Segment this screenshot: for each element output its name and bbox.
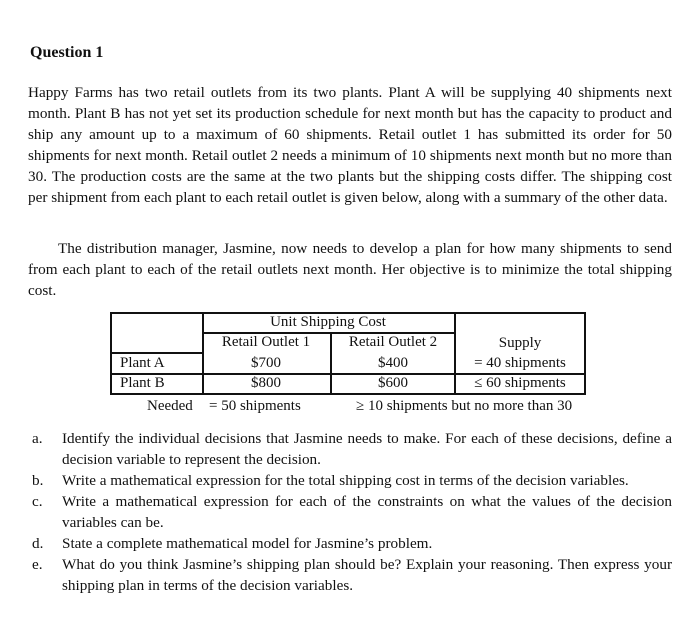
plant-a-label: Plant A bbox=[120, 355, 165, 371]
task-letter: b. bbox=[32, 472, 44, 489]
shipping-cost-table bbox=[110, 312, 586, 394]
needed-outlet-1: = 50 shipments bbox=[209, 398, 301, 414]
plant-b-outlet-2-cost: $600 bbox=[378, 375, 408, 391]
needed-label: Needed bbox=[147, 398, 193, 414]
task-list bbox=[28, 428, 672, 596]
plant-b-supply: ≤ 60 shipments bbox=[474, 375, 566, 391]
plant-a-outlet-2-cost: $400 bbox=[378, 355, 408, 371]
problem-paragraph-1: Happy Farms has two retail outlets from its two plants. Plant A will be supplying 40 shipments next month. Plant B has not yet set its production schedule for next month but has the capacity to product and ship any amount up to a maximum of 60 shipments. Retail outlet 1 has submitted its order for 50 shipments for next month. Retail outlet 2 needs a minimum of 10 shipments next month but no more than 30. The production costs are the same at the two plants but the shipping costs differ. The shipping cost per shipment from each plant to each retail outlet is given below, along with a summary of the other data. bbox=[28, 84, 672, 206]
task-item bbox=[28, 554, 672, 596]
supply-header: Supply bbox=[498, 335, 542, 351]
plant-b-outlet-1-cost: $800 bbox=[251, 375, 281, 391]
problem-paragraph-2: The distribution manager, Jasmine, now needs to develop a plan for how many shipments to send from each plant to each of the retail outlets next month. Her objective is to minimize the total shipping cost. bbox=[28, 240, 672, 299]
retail-outlet-1-header: Retail Outlet 1 bbox=[221, 334, 311, 350]
task-item bbox=[28, 533, 672, 554]
plant-b-label: Plant B bbox=[120, 375, 165, 391]
task-text: What do you think Jasmine’s shipping plan should be? Explain your reasoning. Then express your shipping plan in terms of the decision variables. bbox=[62, 556, 672, 594]
task-letter: d. bbox=[32, 535, 44, 552]
plant-a-outlet-1-cost: $700 bbox=[251, 355, 281, 371]
task-text: Identify the individual decisions that Jasmine needs to make. For each of these decisions, define a decision variable to represent the decision. bbox=[62, 430, 672, 468]
task-item bbox=[28, 491, 672, 533]
retail-outlet-2-header: Retail Outlet 2 bbox=[348, 334, 438, 350]
task-item bbox=[28, 428, 672, 470]
unit-shipping-cost-header: Unit Shipping Cost bbox=[270, 314, 386, 330]
task-text: Write a mathematical expression for the total shipping cost in terms of the decision variables. bbox=[62, 472, 629, 489]
table-border-right bbox=[584, 312, 586, 394]
task-letter: c. bbox=[32, 493, 43, 510]
task-letter: a. bbox=[32, 430, 43, 447]
task-item bbox=[28, 470, 672, 491]
task-text: Write a mathematical expression for each of the constraints on what the values of the decision variables can be. bbox=[62, 493, 672, 531]
plant-a-supply: = 40 shipments bbox=[474, 355, 566, 371]
task-letter: e. bbox=[32, 556, 43, 573]
table-border-bottom bbox=[110, 393, 586, 395]
question-title: Question 1 bbox=[30, 44, 104, 61]
needed-outlet-2: ≥ 10 shipments but no more than 30 bbox=[356, 398, 573, 414]
task-text: State a complete mathematical model for Jasmine’s problem. bbox=[62, 535, 433, 552]
